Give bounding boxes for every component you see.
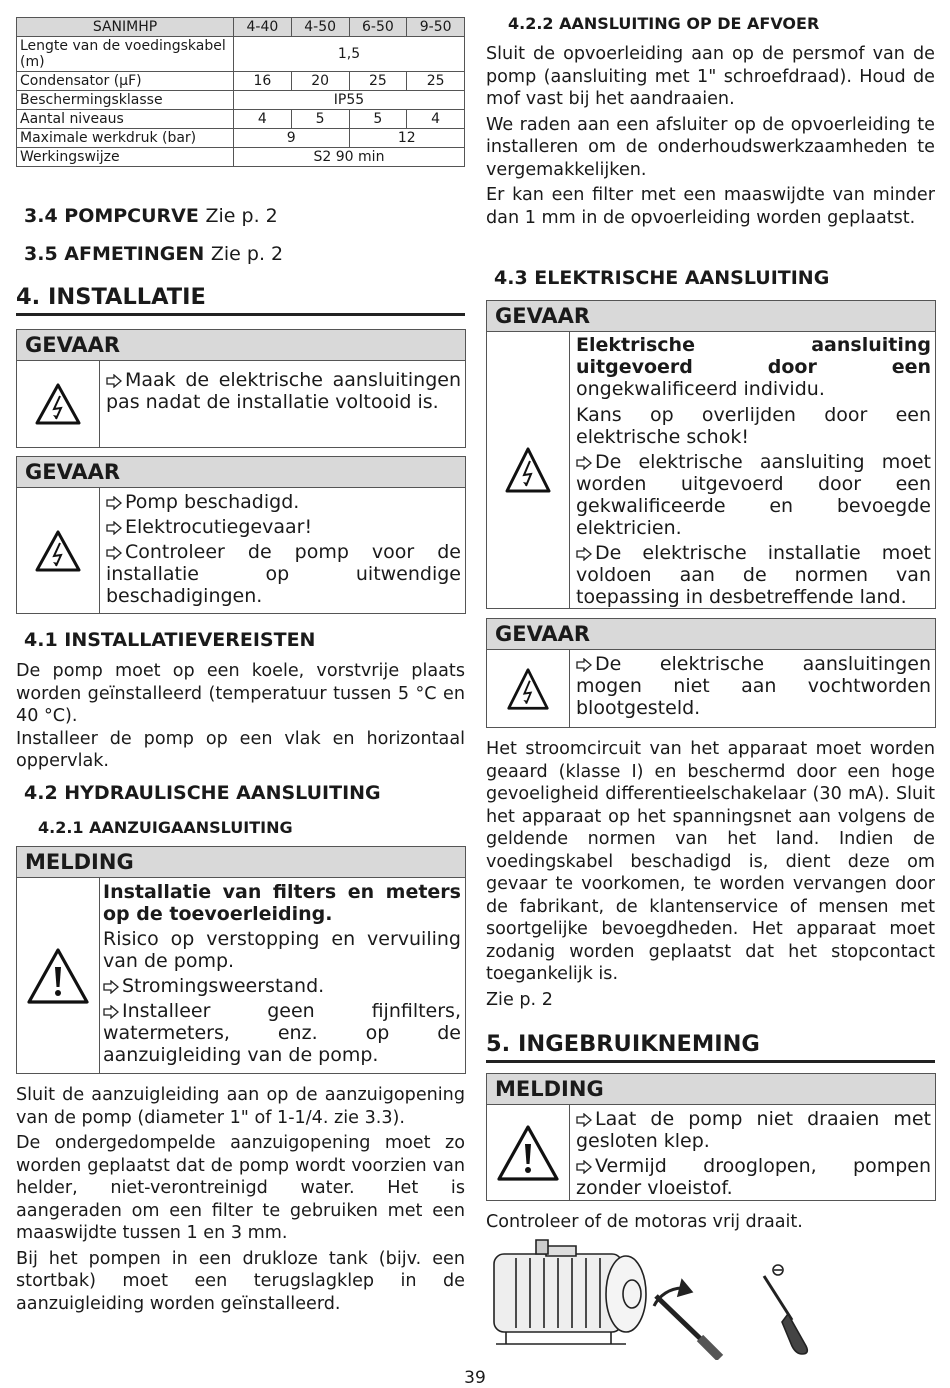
spec-value: 1,5 <box>234 37 465 72</box>
spec-value: 4 <box>234 110 292 129</box>
electric-hazard-icon <box>487 650 570 727</box>
arrow-right-icon <box>106 369 125 391</box>
spec-header-col: 9-50 <box>407 18 465 37</box>
danger-box-2-item: Pomp beschadigd. <box>106 491 461 513</box>
spec-header-col: 4-40 <box>234 18 292 37</box>
notice-box-2-header: MELDING <box>487 1074 935 1105</box>
electric-hazard-icon <box>487 332 570 608</box>
danger-box-3-item: De elektrische installatie moet voldoen aan de normen van toepassing in desbetreffende land. <box>576 542 931 608</box>
danger-box-2-header: GEVAAR <box>17 457 465 488</box>
spec-header-row <box>17 18 465 37</box>
spec-value: 5 <box>291 110 349 129</box>
notice-box-2-item: Laat de pomp niet draaien met gesloten klep. <box>576 1108 931 1152</box>
warning-icon <box>487 1105 570 1200</box>
spec-label: Werkingswijze <box>17 148 234 167</box>
notice-box-1-item: Stromingsweerstand. <box>103 975 461 997</box>
spec-row <box>17 148 465 167</box>
section-5-paragraph: Controleer of de motoras vrij draait. <box>486 1212 803 1232</box>
spec-header-col: 4-50 <box>291 18 349 37</box>
spec-value: 5 <box>349 110 407 129</box>
page-number: 39 <box>464 1368 486 1388</box>
section-3-5-heading <box>24 243 283 265</box>
danger-box-4-header: GEVAAR <box>487 619 935 650</box>
warning-icon <box>17 878 100 1073</box>
danger-box-3-bold: Elektrische aansluiting uitgevoerd door een <box>576 334 931 378</box>
pump-shaft-illustration <box>486 1236 726 1360</box>
section-5-heading: 5. INGEBRUIKNEMING <box>486 1031 935 1063</box>
section-4-2-heading: 4.2 HYDRAULISCHE AANSLUITING <box>24 782 381 804</box>
section-3-5-title: 3.5 AFMETINGEN <box>24 243 205 265</box>
electric-hazard-icon <box>17 488 100 613</box>
section-4-1-paragraph: Installeer de pomp op een vlak en horizontaal oppervlak. <box>16 728 465 771</box>
arrow-right-icon <box>106 541 125 563</box>
section-4-2-1-paragraph: De ondergedompelde aanzuigopening moet zo worden geplaatst dat de pomp wordt voorzien van helder, niet-verontreinigd water. Het is aangeraden om een filter te gebruiken met een maaswijdte tussen 1 en 3 mm. <box>16 1133 465 1243</box>
section-4-3-heading: 4.3 ELEKTRISCHE AANSLUITING <box>494 267 830 289</box>
danger-box-4-item: De elektrische aansluitingen mogen niet aan vochtworden blootgesteld. <box>576 653 931 719</box>
danger-box-2-item: Controleer de pomp voor de installatie op uitwendige beschadigingen. <box>106 541 461 607</box>
electric-hazard-icon <box>17 361 100 447</box>
section-3-4-ref: Zie p. 2 <box>205 205 278 227</box>
spec-label: Beschermingsklasse <box>17 91 234 110</box>
screwdriver-icon <box>752 1262 818 1358</box>
spec-row <box>17 37 465 72</box>
spec-label: Lengte van de voedingskabel (m) <box>17 37 234 72</box>
notice-box-2-item: Vermijd drooglopen, pompen zonder vloeistof. <box>576 1155 931 1199</box>
spec-value: 4 <box>407 110 465 129</box>
notice-box-1-item: Installeer geen fijnfilters, watermeters, enz. op de aanzuigleiding van de pomp. <box>103 1000 461 1066</box>
spec-value: 20 <box>291 72 349 91</box>
arrow-right-icon <box>576 542 595 564</box>
spec-label: Condensator (µF) <box>17 72 234 91</box>
section-4-1-heading: 4.1 INSTALLATIEVEREISTEN <box>24 629 316 651</box>
spec-value: 25 <box>349 72 407 91</box>
danger-box-2 <box>16 456 466 614</box>
spec-row <box>17 129 465 148</box>
spec-label: Aantal niveaus <box>17 110 234 129</box>
section-3-5-ref: Zie p. 2 <box>210 243 284 265</box>
danger-box-3-header: GEVAAR <box>487 301 935 332</box>
arrow-right-icon <box>103 975 122 997</box>
spec-row <box>17 72 465 91</box>
arrow-right-icon <box>106 491 125 513</box>
arrow-right-icon <box>576 1108 595 1130</box>
spec-value: 25 <box>407 72 465 91</box>
section-4-2-2-paragraph: Sluit de opvoerleiding aan op de persmof van de pomp (aansluiting met 1" schroefdraad). Houd de mof vast bij het aandraaien. <box>486 44 935 109</box>
notice-box-1-header: MELDING <box>17 847 465 878</box>
danger-box-2-item: Elektrocutiegevaar! <box>106 516 461 538</box>
danger-box-3-text: Kans op overlijden door een elektrische schok! <box>576 404 931 448</box>
section-4-2-2-heading: 4.2.2 AANSLUITING OP DE AFVOER <box>508 14 820 33</box>
section-4-2-2-paragraph: Er kan een filter met een maaswijdte van minder dan 1 mm in de opvoerleiding worden geplaatst. <box>486 185 935 228</box>
spec-value: 12 <box>349 129 465 148</box>
arrow-right-icon <box>576 451 595 473</box>
spec-value: 16 <box>234 72 292 91</box>
section-3-4-title: 3.4 POMPCURVE <box>24 205 199 227</box>
section-4-2-2-paragraph: We raden aan een afsluiter op de opvoerleiding te installeren om de onderhoudswerkzaamheden te vergemakkelijken. <box>486 114 935 180</box>
danger-box-1 <box>16 329 466 448</box>
arrow-right-icon <box>103 1000 122 1022</box>
notice-box-1-text: Risico op verstopping en vervuiling van de pomp. <box>103 928 461 972</box>
arrow-right-icon <box>106 516 125 538</box>
spec-label: Maximale werkdruk (bar) <box>17 129 234 148</box>
spec-table <box>16 17 465 167</box>
spec-value: S2 90 min <box>234 148 465 167</box>
spec-value: IP55 <box>234 91 465 110</box>
section-4-2-1-paragraph: Sluit de aanzuigleiding aan op de aanzuigopening van de pomp (diameter 1" of 1-1/4. zie 3.3). <box>16 1085 465 1128</box>
danger-box-1-item: Maak de elektrische aansluitingen pas nadat de installatie voltooid is. <box>106 369 461 413</box>
spec-value: 9 <box>234 129 350 148</box>
spec-row <box>17 110 465 129</box>
arrow-right-icon <box>576 1155 595 1177</box>
danger-box-1-header: GEVAAR <box>17 330 465 361</box>
section-4-3-paragraph: Zie p. 2 <box>486 989 553 1010</box>
section-4-1-paragraph: De pomp moet op een koele, vorstvrije plaats worden geïnstalleerd (temperatuur tussen 5 °C en 40 °C). <box>16 661 465 726</box>
danger-box-3 <box>486 300 936 609</box>
arrow-right-icon <box>576 653 595 675</box>
notice-box-1-bold: Installatie van filters en meters op de toevoerleiding. <box>103 881 461 925</box>
spec-header-model: SANIMHP <box>17 18 234 37</box>
danger-box-3-item: De elektrische aansluiting moet worden uitgevoerd door een gekwalificeerde en bevoegde elektricien. <box>576 451 931 539</box>
section-4-3-paragraph: Het stroomcircuit van het apparaat moet worden geaard (klasse I) en beschermd door een hoge gevoeligheid differentieelschakelaar (30 mA). Sluit het apparaat op het spanningsnet aan volgens de geldende normen van het land. Indien de voedingskabel beschadigd is, dient deze om gevaar te voorkomen, te worden vervangen door de fabrikant, de klantenservice of mensen met soortgelijke bevoegdheden. Het apparaat moet zodanig worden geplaatst dat het stopcontact toegankelijk is. <box>486 739 935 984</box>
section-4-heading: 4. INSTALLATIE <box>16 284 465 316</box>
section-4-2-1-heading: 4.2.1 AANZUIGAANSLUITING <box>38 818 293 837</box>
danger-box-4 <box>486 618 936 728</box>
notice-box-1 <box>16 846 466 1074</box>
spec-row <box>17 91 465 110</box>
danger-box-3-bold-rest: ongekwalificeerd individu. <box>576 378 825 400</box>
section-3-4-heading <box>24 205 278 227</box>
section-4-2-1-paragraph: Bij het pompen in een drukloze tank (bijv. een stortbak) moet een terugslagklep in de aanzuigleiding worden geïnstalleerd. <box>16 1248 465 1314</box>
notice-box-2 <box>486 1073 936 1201</box>
spec-header-col: 6-50 <box>349 18 407 37</box>
